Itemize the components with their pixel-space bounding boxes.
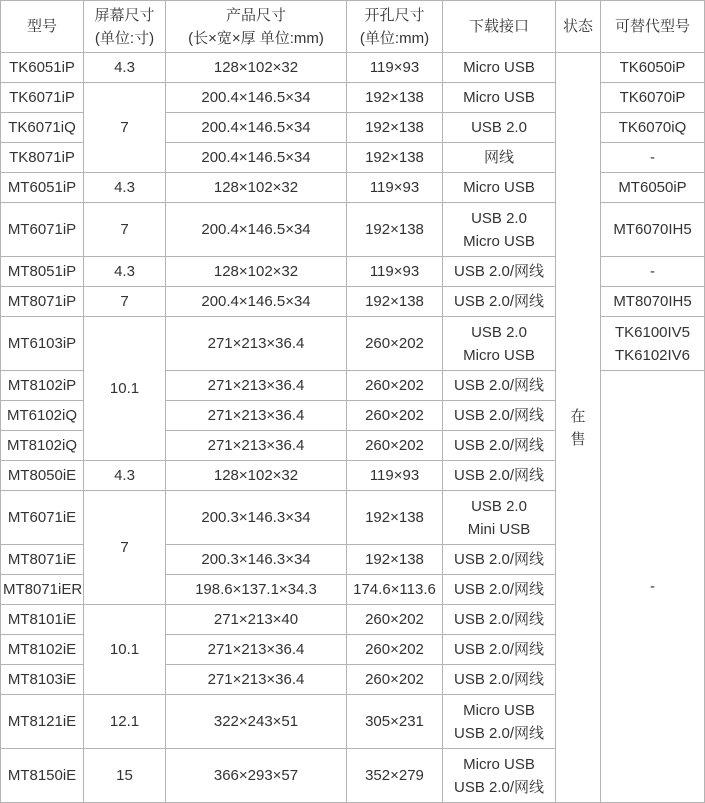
- model-cell: MT6071iP: [1, 203, 84, 257]
- interface-cell: USB 2.0 Micro USB: [443, 317, 556, 371]
- model-cell: MT8071iE: [1, 545, 84, 575]
- product-size-cell: 200.4×146.5×34: [166, 143, 347, 173]
- screen-size-cell: 7: [84, 287, 166, 317]
- interface-cell: USB 2.0/网线: [443, 605, 556, 635]
- header-row: [1, 1, 705, 53]
- replacement-cell: MT6070IH5: [601, 203, 705, 257]
- model-cell: MT6103iP: [1, 317, 84, 371]
- cutout-size-cell: 174.6×113.6: [347, 575, 443, 605]
- model-cell: TK6071iP: [1, 83, 84, 113]
- screen-size-cell: 10.1: [84, 605, 166, 695]
- model-cell: MT6102iQ: [1, 401, 84, 431]
- cutout-size-cell: 260×202: [347, 317, 443, 371]
- screen-size-cell: 7: [84, 83, 166, 173]
- product-size-cell: 271×213×36.4: [166, 317, 347, 371]
- interface-cell: 网线: [443, 143, 556, 173]
- interface-cell: Micro USB USB 2.0/网线: [443, 695, 556, 749]
- interface-cell: USB 2.0/网线: [443, 371, 556, 401]
- header-screen-size: 屏幕尺寸 (单位:寸): [84, 1, 166, 53]
- model-cell: MT8103iE: [1, 665, 84, 695]
- product-size-cell: 200.3×146.3×34: [166, 491, 347, 545]
- interface-cell: USB 2.0 Micro USB: [443, 203, 556, 257]
- model-cell: MT8051iP: [1, 257, 84, 287]
- screen-size-cell: 7: [84, 203, 166, 257]
- interface-cell: Micro USB: [443, 83, 556, 113]
- cutout-size-cell: 192×138: [347, 545, 443, 575]
- product-size-cell: 128×102×32: [166, 53, 347, 83]
- product-size-cell: 200.4×146.5×34: [166, 113, 347, 143]
- header-product-size: 产品尺寸 (长×宽×厚 单位:mm): [166, 1, 347, 53]
- cutout-size-cell: 192×138: [347, 83, 443, 113]
- replacement-cell: TK6070iQ: [601, 113, 705, 143]
- screen-size-cell: 4.3: [84, 461, 166, 491]
- interface-cell: Micro USB: [443, 173, 556, 203]
- interface-cell: USB 2.0: [443, 113, 556, 143]
- model-cell: TK6071iQ: [1, 113, 84, 143]
- replacement-cell: TK6070iP: [601, 83, 705, 113]
- screen-size-cell: 12.1: [84, 695, 166, 749]
- model-cell: TK6051iP: [1, 53, 84, 83]
- cutout-size-cell: 192×138: [347, 287, 443, 317]
- model-cell: MT8071iP: [1, 287, 84, 317]
- screen-size-cell: 10.1: [84, 317, 166, 461]
- model-cell: MT8071iER: [1, 575, 84, 605]
- cutout-size-cell: 305×231: [347, 695, 443, 749]
- cutout-size-cell: 192×138: [347, 113, 443, 143]
- replacement-cell: -: [601, 143, 705, 173]
- product-size-cell: 271×213×36.4: [166, 371, 347, 401]
- model-cell: MT8050iE: [1, 461, 84, 491]
- product-size-cell: 271×213×40: [166, 605, 347, 635]
- replacement-cell: -: [601, 257, 705, 287]
- product-size-cell: 366×293×57: [166, 749, 347, 803]
- replacement-cell: TK6100IV5 TK6102IV6: [601, 317, 705, 371]
- model-cell: MT8150iE: [1, 749, 84, 803]
- product-size-cell: 271×213×36.4: [166, 635, 347, 665]
- cutout-size-cell: 352×279: [347, 749, 443, 803]
- model-cell: MT8121iE: [1, 695, 84, 749]
- model-cell: MT6071iE: [1, 491, 84, 545]
- screen-size-cell: 15: [84, 749, 166, 803]
- interface-cell: USB 2.0/网线: [443, 431, 556, 461]
- interface-cell: USB 2.0 Mini USB: [443, 491, 556, 545]
- interface-cell: USB 2.0/网线: [443, 575, 556, 605]
- interface-cell: USB 2.0/网线: [443, 665, 556, 695]
- cutout-size-cell: 260×202: [347, 371, 443, 401]
- cutout-size-cell: 260×202: [347, 605, 443, 635]
- header-cutout-size: 开孔尺寸 (单位:mm): [347, 1, 443, 53]
- screen-size-cell: 4.3: [84, 53, 166, 83]
- replacement-cell: TK6050iP: [601, 53, 705, 83]
- interface-cell: USB 2.0/网线: [443, 545, 556, 575]
- replacement-cell: MT6050iP: [601, 173, 705, 203]
- screen-size-cell: 4.3: [84, 257, 166, 287]
- replacement-cell: MT8070IH5: [601, 287, 705, 317]
- table-body: [1, 53, 705, 803]
- interface-cell: USB 2.0/网线: [443, 401, 556, 431]
- product-size-cell: 128×102×32: [166, 173, 347, 203]
- model-cell: MT8102iP: [1, 371, 84, 401]
- cutout-size-cell: 260×202: [347, 665, 443, 695]
- table-row: [1, 53, 705, 83]
- header-download-interface: 下载接口: [443, 1, 556, 53]
- product-size-cell: 200.4×146.5×34: [166, 83, 347, 113]
- product-size-cell: 271×213×36.4: [166, 665, 347, 695]
- header-model: 型号: [1, 1, 84, 53]
- cutout-size-cell: 192×138: [347, 143, 443, 173]
- interface-cell: Micro USB USB 2.0/网线: [443, 749, 556, 803]
- cutout-size-cell: 119×93: [347, 461, 443, 491]
- product-size-cell: 200.4×146.5×34: [166, 203, 347, 257]
- cutout-size-cell: 119×93: [347, 173, 443, 203]
- screen-size-cell: 4.3: [84, 173, 166, 203]
- product-size-cell: 198.6×137.1×34.3: [166, 575, 347, 605]
- model-cell: MT8102iQ: [1, 431, 84, 461]
- model-cell: TK8071iP: [1, 143, 84, 173]
- interface-cell: USB 2.0/网线: [443, 257, 556, 287]
- interface-cell: USB 2.0/网线: [443, 461, 556, 491]
- product-size-cell: 128×102×32: [166, 461, 347, 491]
- status-cell: 在 售: [556, 53, 601, 803]
- model-cell: MT8101iE: [1, 605, 84, 635]
- model-cell: MT8102iE: [1, 635, 84, 665]
- cutout-size-cell: 260×202: [347, 635, 443, 665]
- product-size-cell: 322×243×51: [166, 695, 347, 749]
- cutout-size-cell: 192×138: [347, 491, 443, 545]
- cutout-size-cell: 192×138: [347, 203, 443, 257]
- header-status: 状态: [556, 1, 601, 53]
- cutout-size-cell: 119×93: [347, 53, 443, 83]
- interface-cell: USB 2.0/网线: [443, 287, 556, 317]
- interface-cell: USB 2.0/网线: [443, 635, 556, 665]
- replacement-shared-cell: -: [601, 371, 705, 803]
- product-size-cell: 200.4×146.5×34: [166, 287, 347, 317]
- cutout-size-cell: 119×93: [347, 257, 443, 287]
- product-size-cell: 200.3×146.3×34: [166, 545, 347, 575]
- product-size-cell: 271×213×36.4: [166, 431, 347, 461]
- cutout-size-cell: 260×202: [347, 431, 443, 461]
- product-size-cell: 128×102×32: [166, 257, 347, 287]
- header-replacement-model: 可替代型号: [601, 1, 705, 53]
- interface-cell: Micro USB: [443, 53, 556, 83]
- cutout-size-cell: 260×202: [347, 401, 443, 431]
- model-cell: MT6051iP: [1, 173, 84, 203]
- screen-size-cell: 7: [84, 491, 166, 605]
- product-size-cell: 271×213×36.4: [166, 401, 347, 431]
